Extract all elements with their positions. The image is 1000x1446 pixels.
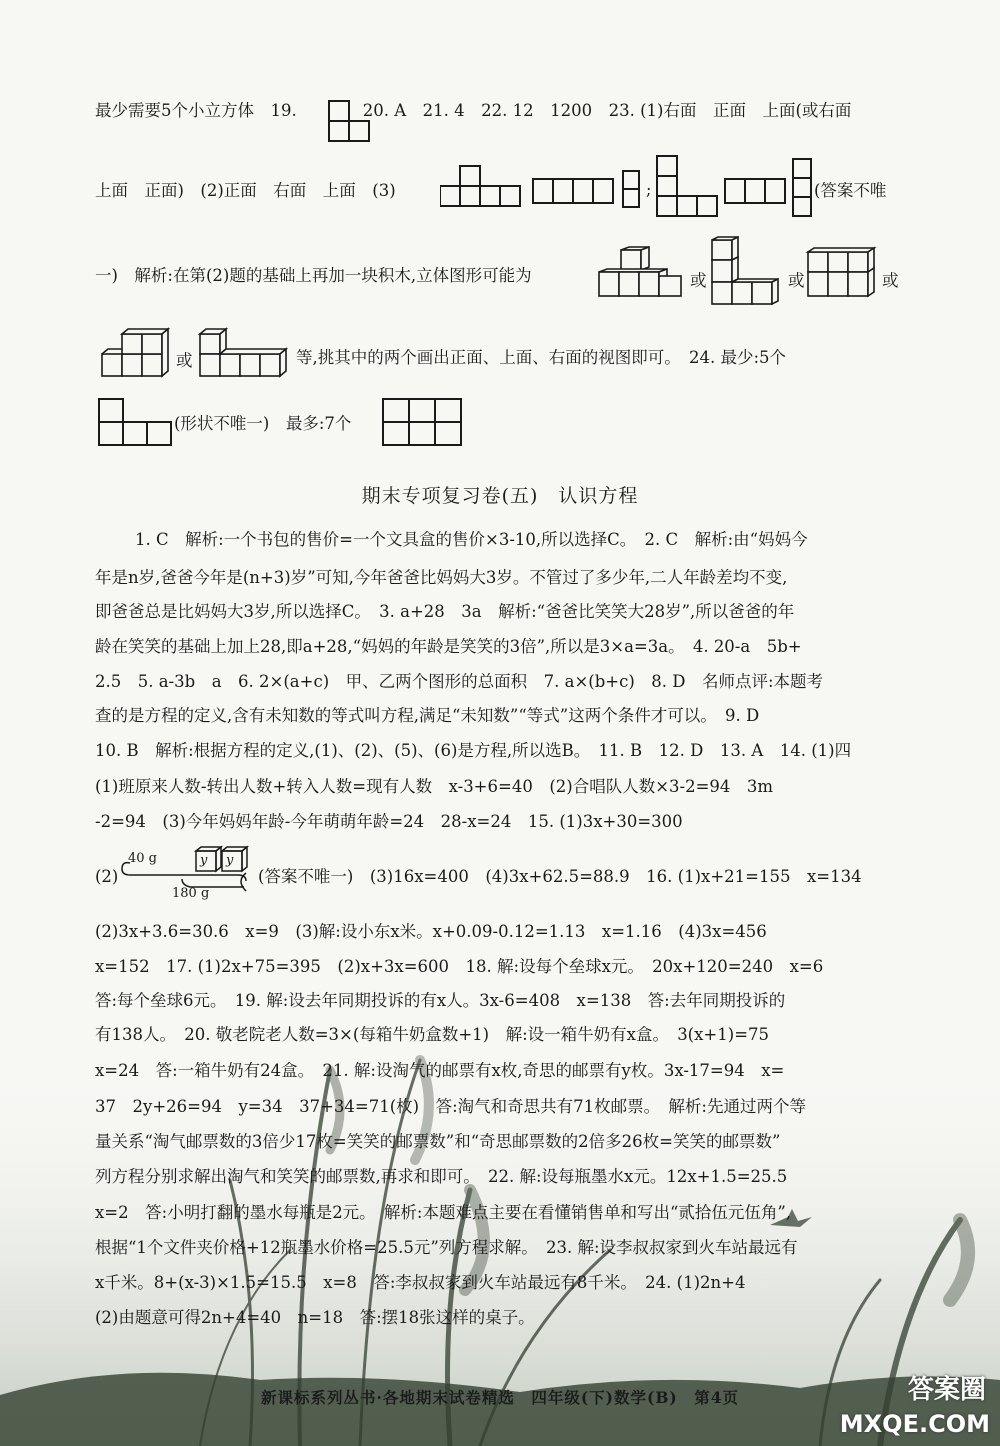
- answer-line: (2)由题意可得2n+4=40 n=18 答:摆18张这样的桌子。: [95, 1308, 535, 1327]
- answer-line: x千米。8+(x-3)×1.5=15.5 x=8 答:李叔叔家到火车站最远有8千米。 24. (1)2n+4: [95, 1273, 746, 1292]
- cube-figure-2: [708, 236, 788, 308]
- answer-line-top-3: 一) 解析:在第(2)题的基础上再加一块积木,立体图形可能为: [95, 266, 532, 285]
- answer-line: 即爸爸总是比妈妈大3岁,所以选择C。 3. a+28 3a 解析:“爸爸比笑笑大28岁”,所以爸爸的年: [95, 602, 795, 621]
- answer-line: x=152 17. (1)2x+75=395 (2)x+3x=600 18. 解:设每个垒球x元。 20x+120=240 x=6: [95, 957, 824, 976]
- cube-figure-4: [98, 326, 174, 380]
- view-shape-19: [328, 100, 372, 144]
- section-title: 期末专项复习卷(五) 认识方程: [361, 485, 639, 507]
- answer-line: 根据“1个文件夹价格+12瓶墨水价格=25.5元”列方程求解。 23. 解:设李叔叔家到火车站最远有: [95, 1238, 798, 1257]
- answer-line: -2=94 (3)今年妈妈年龄-今年萌萌年龄=24 28-x=24 15. (1)3x+30=300: [95, 812, 683, 831]
- answer-line: 量关系“淘气邮票数的3倍少17枚=笑笑的邮票数”和“奇思邮票数的2倍多26枚=笑笑的邮票数”: [95, 1132, 781, 1151]
- min-view-shape: [98, 398, 172, 448]
- view-shape-23-e: [724, 178, 788, 206]
- answer-line: 列方程分别求解出淘气和笑笑的邮票数,再求和即可。 22. 解:设每瓶墨水x元。12x+1.5=25.5: [95, 1167, 788, 1186]
- balance-box-label-1: y: [200, 853, 208, 868]
- or-connector-4: 或: [176, 351, 193, 370]
- or-connector-1: 或: [690, 271, 707, 290]
- answer-line: 10. B 解析:根据方程的定义,(1)、(2)、(5)、(6)是方程,所以选B。 11. B 12. D 13. A 14. (1)四: [95, 741, 852, 760]
- cube-figure-5: [196, 326, 292, 380]
- answer-line-top-4: 等,挑其中的两个画出正面、上面、右面的视图即可。 24. 最少:5个: [296, 348, 787, 367]
- answer-line: x=24 答:一箱牛奶有24盒。 21. 解:设淘气的邮票有x枚,奇思的邮票有y枚。3x-17=94 x=: [95, 1061, 785, 1080]
- answer-line: (答案不唯一) (3)16x=400 (4)3x+62.5=88.9 16. (1)x+21=155 x=134: [258, 867, 862, 886]
- view-shape-23-d: [656, 155, 718, 219]
- answer-line: (2): [95, 867, 119, 886]
- answer-line: 年是n岁,爸爸今年是(n+3)岁”可知,今年爸爸比妈妈大3岁。不管过了多少年,二人年龄差均不变,: [95, 568, 788, 587]
- answer-line: (1)班原来人数-转出人数+转入人数=现有人数 x-3+6=40 (2)合唱队人数×3-2=94 3m: [95, 777, 774, 796]
- answer-line: 答:每个垒球6元。 19. 解:设去年同期投诉的有x人。3x-6=408 x=138 答:去年同期投诉的: [95, 991, 786, 1010]
- max-view-shape: [382, 398, 462, 448]
- balance-total-label: 180 g: [172, 886, 210, 901]
- answer-line: (2)3x+3.6=30.6 x=9 (3)解:设小东x米。x+0.09-0.12=1.13 x=1.16 (4)3x=456: [95, 922, 767, 941]
- answer-line: 37 2y+26=94 y=34 37+34=71(枚) 答:淘气和奇思共有71枚邮票。 解析:先通过两个等: [95, 1097, 806, 1116]
- or-connector-2: 或: [788, 271, 805, 290]
- answer-line-top-2: 上面 正面) (2)正面 右面 上面 (3): [95, 181, 396, 200]
- answer-line: 查的是方程的定义,含有未知数的等式叫方程,满足“未知数”“等式”这两个条件才可以。 9. D: [95, 706, 760, 725]
- answer-line: 龄在笑笑的基础上加上28,即a+28,“妈妈的年龄是笑笑的3倍”,所以是3×a=3a。 4. 20-a 5b+: [95, 637, 802, 656]
- answer-line-top-2-tail: (答案不唯: [814, 181, 887, 200]
- answer-line: 有138人。 20. 敬老院老人数=3×(每箱牛奶盒数+1) 解:设一箱牛奶有x盒。 3(x+1)=75: [95, 1025, 770, 1044]
- page-footer: 新课标系列丛书·各地期末试卷精选 四年级(下)数学(B) 第4页: [260, 1388, 740, 1407]
- watermark-logo: 答案圈: [907, 1375, 986, 1405]
- view-shape-23-c: [622, 170, 642, 210]
- or-connector-3: 或: [882, 271, 899, 290]
- view-shape-23-a: [440, 165, 522, 209]
- view-shape-23-b: [532, 178, 616, 206]
- balance-left-label: 40 g: [128, 851, 157, 866]
- answer-line-top-1: 最少需要5个小立方体 19. 20. A 21. 4 22. 12 1200 23. (1)右面 正面 上面(或右面: [95, 101, 852, 120]
- answer-line: x=2 答:小明打翻的墨水每瓶是2元。 解析:本题难点主要在看懂销售单和写出“贰拾伍元伍角”,: [95, 1203, 792, 1222]
- cube-figure-1: [595, 246, 689, 304]
- answer-line: 2.5 5. a-3b a 6. 2×(a+c) 甲、乙两个图形的总面积 7. a×(b+c) 8. D 名师点评:本题考: [95, 672, 824, 691]
- cube-figure-3: [804, 246, 880, 304]
- answer-line: 1. C 解析:一个书包的售价=一个文具盒的售价×3-10,所以选择C。 2. C 解析:由“妈妈今: [135, 530, 808, 549]
- balance-box-label-2: y: [226, 853, 234, 868]
- view-shape-23-f: [792, 158, 814, 218]
- answer-line-top-5: (形状不唯一) 最多:7个: [174, 414, 352, 433]
- watermark-url: MXQE.COM: [839, 1410, 990, 1438]
- semicolon-separator: ;: [646, 180, 652, 199]
